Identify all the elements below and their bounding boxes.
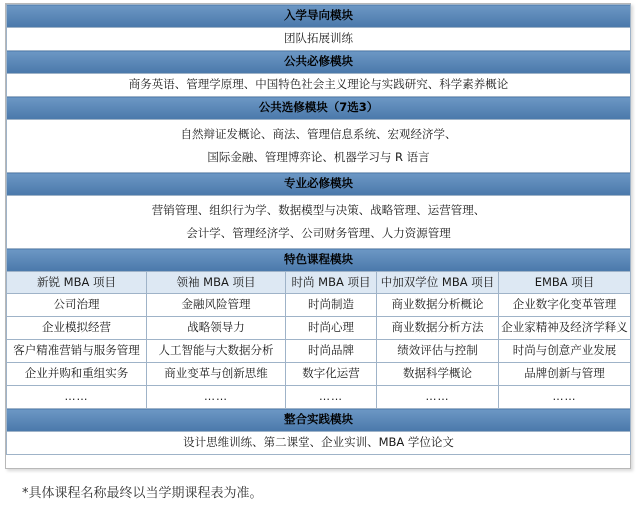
course-cell: 数据科学概论 bbox=[377, 363, 499, 386]
featured-column-header: EMBA 项目 bbox=[499, 272, 631, 294]
featured-column-header: 领袖 MBA 项目 bbox=[147, 272, 286, 294]
public-elective-content bbox=[7, 120, 631, 173]
table-row bbox=[7, 317, 631, 340]
public-required-content: 商务英语、管理学原理、中国特色社会主义理论与实践研究、科学素养概论 bbox=[7, 74, 631, 97]
ellipsis-cell: …… bbox=[147, 386, 286, 409]
featured-column-header: 时尚 MBA 项目 bbox=[286, 272, 377, 294]
course-cell: 时尚心理 bbox=[286, 317, 377, 340]
major-required-header: 专业必修模块 bbox=[7, 173, 631, 196]
course-cell: 战略领导力 bbox=[147, 317, 286, 340]
course-cell: 公司治理 bbox=[7, 294, 147, 317]
course-cell: 数字化运营 bbox=[286, 363, 377, 386]
course-cell: 时尚与创意产业发展 bbox=[499, 340, 631, 363]
course-cell: 品牌创新与管理 bbox=[499, 363, 631, 386]
featured-column-header: 新锐 MBA 项目 bbox=[7, 272, 147, 294]
integration-module-header: 整合实践模块 bbox=[7, 409, 631, 432]
course-cell: 企业模拟经营 bbox=[7, 317, 147, 340]
intro-module-content: 团队拓展训练 bbox=[7, 28, 631, 51]
curriculum-table-frame bbox=[5, 3, 631, 469]
intro-module-header: 入学导向模块 bbox=[7, 5, 631, 28]
course-cell: 企业并购和重组实务 bbox=[7, 363, 147, 386]
ellipsis-cell: …… bbox=[286, 386, 377, 409]
course-cell: 绩效评估与控制 bbox=[377, 340, 499, 363]
ellipsis-cell: …… bbox=[7, 386, 147, 409]
major-required-line-2: 会计学、管理经济学、公司财务管理、人力资源管理 bbox=[186, 226, 451, 240]
featured-column-header: 中加双学位 MBA 项目 bbox=[377, 272, 499, 294]
public-elective-line-2: 国际金融、管理博弈论、机器学习与 R 语言 bbox=[207, 150, 430, 164]
course-cell: 时尚品牌 bbox=[286, 340, 377, 363]
integration-module-content: 设计思维训练、第二课堂、企业实训、MBA 学位论文 bbox=[7, 432, 631, 455]
course-cell: 企业数字化变革管理 bbox=[499, 294, 631, 317]
course-cell: 企业家精神及经济学释义 bbox=[499, 317, 631, 340]
major-required-line-1: 营销管理、组织行为学、数据模型与决策、战略管理、运营管理、 bbox=[151, 203, 486, 217]
major-required-content bbox=[7, 196, 631, 249]
table-row bbox=[7, 340, 631, 363]
ellipsis-cell: …… bbox=[499, 386, 631, 409]
course-cell: 金融风险管理 bbox=[147, 294, 286, 317]
footnote: *具体课程名称最终以当学期课程表为准。 bbox=[22, 486, 263, 501]
table-row bbox=[7, 363, 631, 386]
table-row bbox=[7, 294, 631, 317]
featured-module-header: 特色课程模块 bbox=[7, 249, 631, 272]
table-row bbox=[7, 386, 631, 409]
course-cell: 商业数据分析概论 bbox=[377, 294, 499, 317]
public-required-header: 公共必修模块 bbox=[7, 51, 631, 74]
course-cell: 时尚制造 bbox=[286, 294, 377, 317]
ellipsis-cell: …… bbox=[377, 386, 499, 409]
course-cell: 人工智能与大数据分析 bbox=[147, 340, 286, 363]
public-elective-header: 公共选修模块（7选3） bbox=[7, 97, 631, 120]
curriculum-table bbox=[6, 4, 631, 455]
public-elective-line-1: 自然辩证发概论、商法、管理信息系统、宏观经济学、 bbox=[180, 127, 457, 141]
course-cell: 商业数据分析方法 bbox=[377, 317, 499, 340]
course-cell: 客户精准营销与服务管理 bbox=[7, 340, 147, 363]
course-cell: 商业变革与创新思维 bbox=[147, 363, 286, 386]
